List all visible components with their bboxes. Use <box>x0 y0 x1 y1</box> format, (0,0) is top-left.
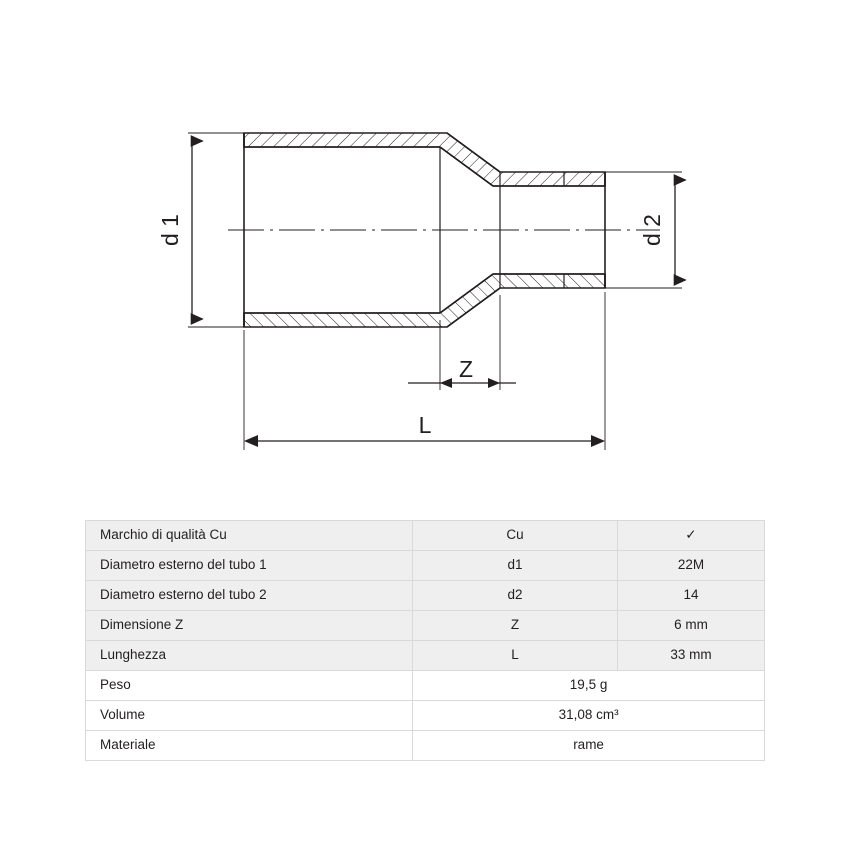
row-label: Dimensione Z <box>86 611 413 641</box>
specification-table-body <box>86 521 765 761</box>
lower-wall-section <box>244 274 605 327</box>
row-value: 33 mm <box>617 641 764 671</box>
table-row <box>86 641 765 671</box>
table-row <box>86 731 765 761</box>
table-row <box>86 701 765 731</box>
row-value: 22M <box>617 551 764 581</box>
table-row <box>86 521 765 551</box>
row-value: 19,5 g <box>413 671 765 701</box>
dimension-label-l: L <box>418 412 432 438</box>
dimension-label-z: Z <box>458 356 474 382</box>
row-symbol: d2 <box>413 581 618 611</box>
table-row <box>86 611 765 641</box>
row-label: Diametro esterno del tubo 1 <box>86 551 413 581</box>
row-symbol: L <box>413 641 618 671</box>
row-symbol: d1 <box>413 551 618 581</box>
row-label: Lunghezza <box>86 641 413 671</box>
row-value: 14 <box>617 581 764 611</box>
specification-table <box>85 520 765 761</box>
row-label: Marchio di qualità Cu <box>86 521 413 551</box>
row-label: Materiale <box>86 731 413 761</box>
row-label: Volume <box>86 701 413 731</box>
table-row <box>86 671 765 701</box>
row-label: Peso <box>86 671 413 701</box>
table-row <box>86 581 765 611</box>
row-label: Diametro esterno del tubo 2 <box>86 581 413 611</box>
row-symbol: Z <box>413 611 618 641</box>
upper-wall-section <box>244 133 605 186</box>
row-symbol: Cu <box>413 521 618 551</box>
dimension-label-d2: d 2 <box>639 214 665 246</box>
row-value: 6 mm <box>617 611 764 641</box>
table-row <box>86 551 765 581</box>
dimension-label-d1: d 1 <box>157 214 183 246</box>
row-value: 31,08 cm³ <box>413 701 765 731</box>
row-value: rame <box>413 731 765 761</box>
row-value: ✓ <box>617 521 764 551</box>
